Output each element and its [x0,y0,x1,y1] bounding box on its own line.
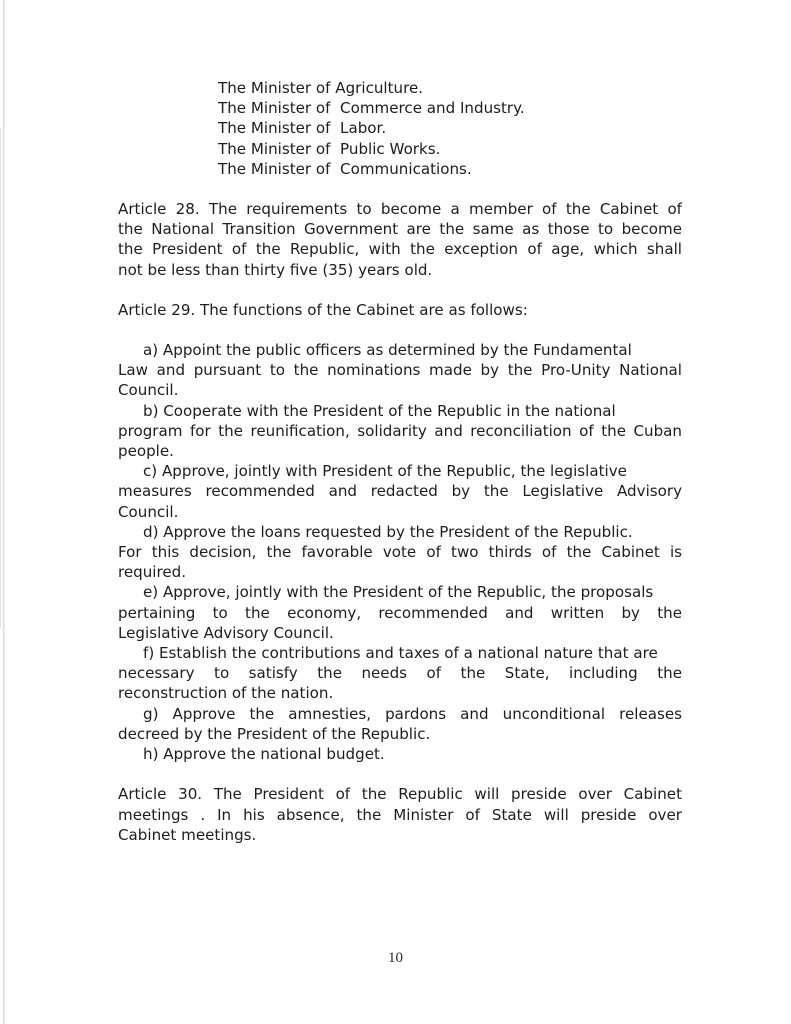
text-line: Article 30. The President of the Republic will preside over Cabinet [118,785,682,804]
text-line: Law and pursuant to the nominations made by the Pro-Unity National [118,361,682,380]
minister-list [218,78,682,179]
text-line [118,704,682,724]
scan-artifact-left-edge [3,0,5,1024]
text-line-content: a) Appoint the public officers as determined by the Fundamental [143,341,632,360]
text-line [118,582,682,602]
text-line: decreed by the President of the Republic. [118,724,431,743]
list-item: The Minister of Commerce and Industry. [218,99,525,118]
article-28-paragraph [118,199,682,280]
list-item: The Minister of Labor. [218,119,387,138]
text-line [118,643,682,663]
text-line: the President of the Republic, with the exception of age, which shall [118,240,682,259]
text-line: not be less than thirty five (35) years old. [118,260,433,279]
text-line: measures recommended and redacted by the Legislative Advisory [118,482,682,501]
article-29-item-f [118,643,682,704]
text-line: Legislative Advisory Council. [118,623,334,642]
text-line: Article 28. The requirements to become a member of the Cabinet of [118,200,682,219]
list-item: The Minister of Public Works. [218,139,441,158]
text-line: program for the reunification, solidarity and reconciliation of the Cuban [118,421,682,440]
text-line: pertaining to the economy, recommended and written by the [118,603,682,622]
spacer [118,280,682,300]
article-29-item-d [118,522,682,583]
text-line [118,401,682,421]
text-line: required. [118,563,187,582]
text-line-content: d) Approve the loans requested by the President of the Republic. [143,522,633,541]
text-line: Article 29. The functions of the Cabinet are as follows: [118,300,528,319]
article-29-item-b [118,401,682,462]
text-line: reconstruction of the nation. [118,684,334,703]
page-content [118,78,682,845]
page-number: 10 [388,950,403,966]
text-line: meetings . In his absence, the Minister of State will preside over [118,805,682,824]
text-line-content: g) Approve the amnesties, pardons and unconditional releases [143,704,682,723]
text-line-content: b) Cooperate with the President of the Republic in the national [143,401,616,420]
text-line [118,461,682,481]
text-line: necessary to satisfy the needs of the State, including the [118,664,682,683]
article-29-item-h [118,744,682,764]
text-line [118,744,682,764]
article-29-item-e [118,582,682,643]
text-line [118,340,682,360]
text-line-content: e) Approve, jointly with the President of the Republic, the proposals [143,583,654,602]
text-line-content: c) Approve, jointly with President of the Republic, the legislative [143,462,627,481]
text-line: people. [118,442,174,461]
list-item: The Minister of Communications. [218,159,472,178]
article-30-paragraph [118,784,682,845]
text-line: Cabinet meetings. [118,825,257,844]
article-29-intro [118,300,682,320]
spacer [118,764,682,784]
article-29-item-a [118,340,682,401]
text-line: Council. [118,502,179,521]
spacer [118,320,682,340]
text-line-content: h) Approve the national budget. [143,745,385,764]
text-line: For this decision, the favorable vote of two thirds of the Cabinet is [118,543,682,562]
scan-artifact-left-line [0,128,1,628]
text-line-content: f) Establish the contributions and taxes of a national nature that are [143,644,658,663]
text-line: the National Transition Government are the same as those to become [118,220,682,239]
article-29-item-g [118,704,682,744]
spacer [118,179,682,199]
article-29-item-c [118,461,682,522]
text-line: Council. [118,381,179,400]
text-line [118,522,682,542]
list-item: The Minister of Agriculture. [218,79,424,97]
